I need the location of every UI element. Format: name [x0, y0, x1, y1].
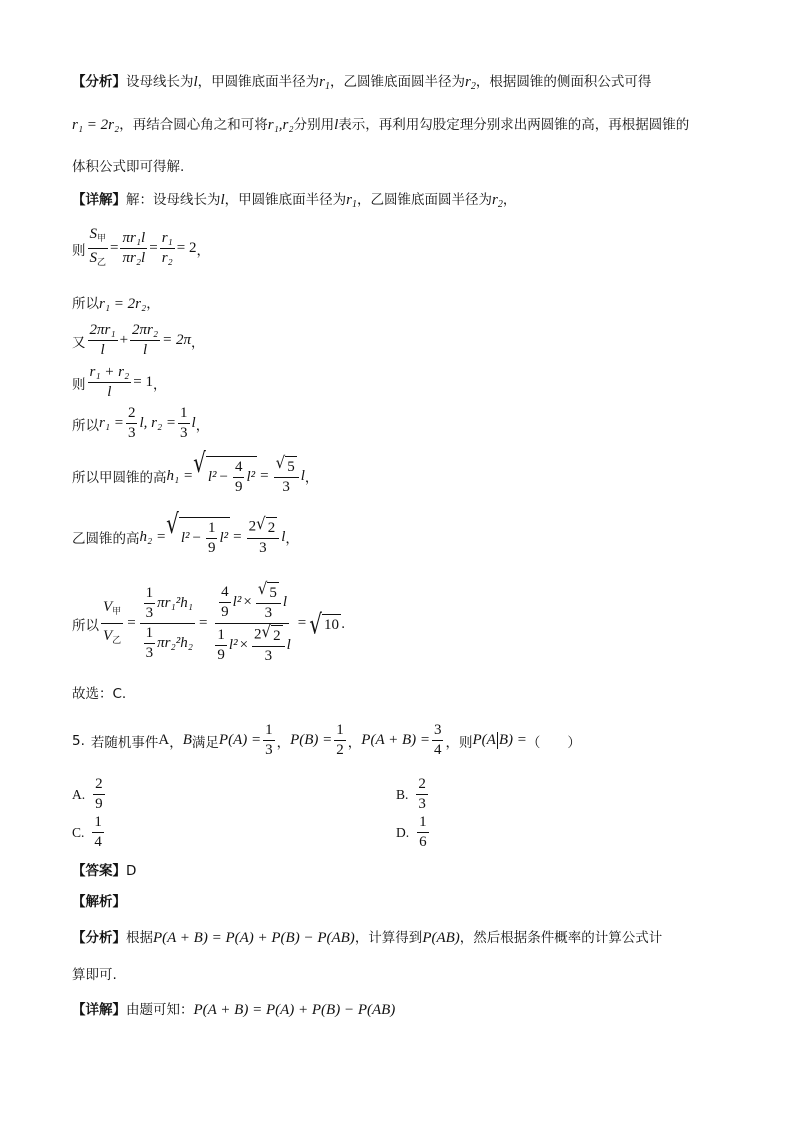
- fraction-v-ratio: $\frac{V_甲}{V_乙}$: [101, 596, 123, 651]
- detail-q5-line-1: 【详解】由题可知：P(A + B) = P(A) + P(B) − P(AB): [72, 1002, 396, 1018]
- analysis-q5-line-1: 【分析】根据P(A + B) = P(A) + P(B) − P(AB)，计算得到P(AB)，然后根据条件概率的计算公式计: [72, 930, 663, 946]
- question-5: 5. 若随机事件 A ， B 满足 P(A) = $\frac{1}{3}$ ， P(B) = $\frac{1}{2}$ ， P(A + B) = $\frac{3}{4}$ ，则 P(A B) = （ ）: [72, 722, 581, 758]
- sqrt-10: √ 10: [309, 607, 339, 640]
- option-a[interactable]: A. $\frac{2}{9}$: [72, 776, 103, 812]
- volume-ratio-equation: 所以 $\frac{V_甲}{V_乙}$ = $\frac{1}{3}$ πr₁²h₁ $\frac{1}{3}$ πr₂²h₂ = $\frac{4}{9}$ l² × √ 5 3 l $\frac{1}{9}$ l² × 2 √ 2 3 l = √ 10 .: [72, 578, 346, 664]
- sqrt-h1: √ l² − $\frac{4}{9}$ l²: [193, 446, 256, 495]
- fraction-volume-formula: $\frac{1}{3}$ πr₁²h₁ $\frac{1}{3}$ πr₂²h₂: [140, 585, 195, 662]
- solution-header: 【解析】: [72, 894, 126, 910]
- fraction-r1-r2: $\frac{\text{r₁}}{\text{r₂}}$: [161, 230, 173, 266]
- analysis-line-2: r₁ = 2r₂，再结合圆心角之和可将r₁,r₂分别用l表示，再利用勾股定理分别求出两圆锥的高，再根据圆锥的: [72, 117, 690, 133]
- analysis-q5-line-2: 算即可.: [72, 967, 117, 983]
- height-2-equation: 乙圆锥的高 h₂ = √ l² − $\frac{1}{9}$ l² = 2 √ 2 3 l ，: [72, 507, 299, 556]
- detail-line-1: 【详解】解：设母线长为l，甲圆锥底面半径为$r_1$，乙圆锥底面圆半径为$r_2$，: [72, 192, 517, 210]
- question-number: 5.: [72, 732, 85, 749]
- sqrt-h2: √ l² − $\frac{1}{9}$ l²: [166, 507, 229, 556]
- option-b[interactable]: B. $\frac{2}{3}$: [396, 776, 426, 812]
- analysis-line-3: 体积公式即可得解.: [72, 159, 185, 175]
- analysis-tag: 【分析】: [72, 74, 126, 90]
- radii-values-equation: 所以 r₁ = $\frac{2}{3}$ l, r₂ = $\frac{1}{3}$ l ，: [72, 405, 210, 441]
- fraction-volume-values: $\frac{4}{9}$ l² × √ 5 3 l $\frac{1}{9}$ l² × 2 √ 2 3 l: [211, 582, 292, 665]
- sum-ratio-equation: 则 $\frac{\text{r₁ + r₂}}{l}$ = 1 ，: [72, 364, 167, 400]
- answer-tag: 【答案】: [72, 863, 126, 879]
- detail-tag: 【详解】: [72, 192, 126, 208]
- angle-sum-equation: 又 $\frac{\text{2πr₁}}{l}$ + $\frac{\text{2πr₂}}{l}$ = 2π ，: [72, 322, 205, 358]
- analysis-line-1: 【分析】设母线长为l，甲圆锥底面半径为$r_1$，乙圆锥底面圆半径为$r_2$，根据圆锥的侧面积公式可得: [72, 74, 652, 92]
- r1-2r2-line: 所以r₁ = 2r₂，: [72, 296, 160, 312]
- answer-line: [72, 859, 136, 879]
- r1-eq-2r2: r₁ = 2r₂: [72, 117, 120, 133]
- option-d[interactable]: D. $\frac{1}{6}$: [396, 814, 427, 850]
- area-ratio-equation: 则 $\frac{S_甲}{S_乙}$ = $\frac{\text{πr₁l}}{\text{πr₂l}}$ = $\frac{\text{r₁}}{\text{r₂}}$ = 2 ，: [72, 226, 210, 271]
- fraction-pi-rl: $\frac{\text{πr₁l}}{\text{πr₂l}}$: [122, 230, 146, 266]
- choose-answer-line: 故选：C.: [72, 686, 127, 702]
- answer-value: D: [126, 863, 137, 879]
- fraction-s-ratio: $\frac{S_甲}{S_乙}$: [89, 226, 107, 267]
- option-c[interactable]: C. $\frac{1}{4}$: [72, 814, 102, 850]
- height-1-equation: 所以甲圆锥的高 h₁ = √ l² − $\frac{4}{9}$ l² = √ 5 3 l ，: [72, 446, 319, 495]
